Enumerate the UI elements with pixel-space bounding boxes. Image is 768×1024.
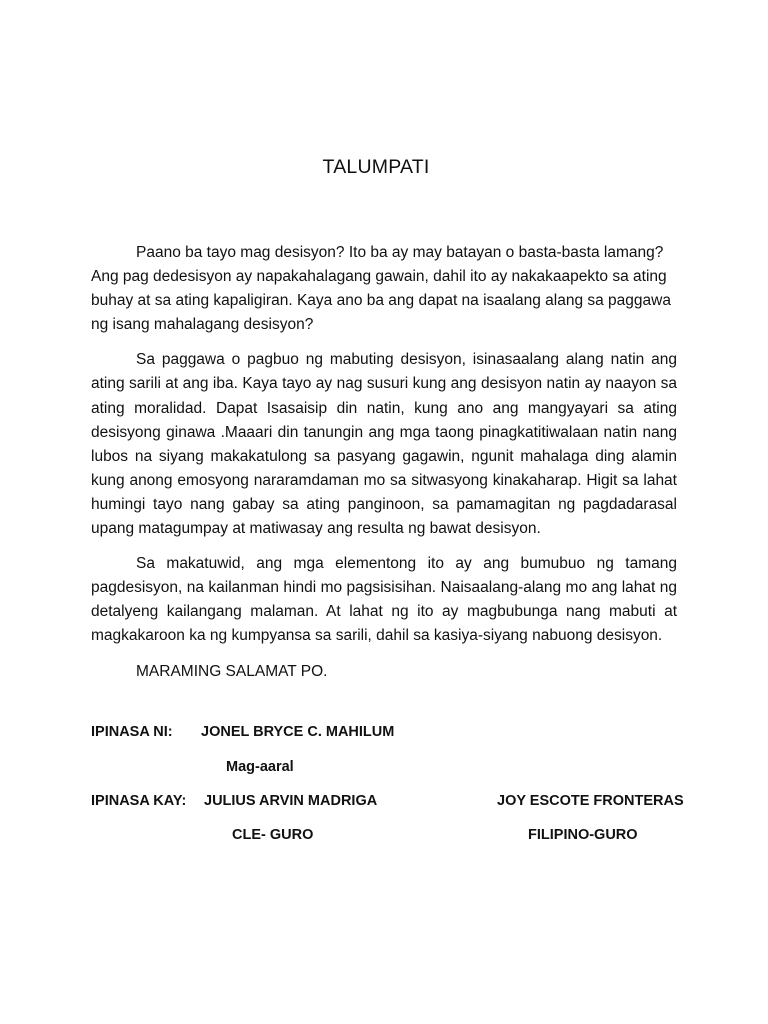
paragraph-2: Sa paggawa o pagbuo ng mabuting desisyon, isinasaalang alang natin ang ating sarili at ang iba. Kaya tayo ay nag susuri kung ang desisyon natin ay naayon sa ating moralidad. Dapat Isasaisip din natin, kung ano ang mangyayari sa ating desisyong ginawa .Maaari din tanungin ang mga taong pinagkatitiwalaan natin nang lubos na siyang makakatulong sa pasyang gagawin, ngunit mahalaga ding alamin kung anong emosyong nararamdaman mo sa sitwasyong kinakaharap. Higit sa lahat humingi tayo nang gabay sa ating panginoon, sa pamamagitan ng pagdadarasal upang matagumpay at matiwasay ang resulta ng bawat desisyon. bbox=[91, 351, 677, 538]
teacher2-name: JOY ESCOTE FRONTERAS bbox=[497, 793, 684, 809]
teacher2-role: FILIPINO-GURO bbox=[528, 827, 638, 843]
paragraph-3: Sa makatuwid, ang mga elementong ito ay ang bumubuo ng tamang pagdesisyon, na kailanman hindi mo pagsisisihan. Naisaalang-alang mo ang lahat ng detalyeng kailangang malaman. At lahat ng ito ay magbubunga nang mabuti at magkakaroon ka ng kumpyansa sa sarili, dahil sa kasiya-siyang nabuong desisyon. bbox=[91, 555, 677, 645]
submitted-to-label: IPINASA KAY: bbox=[91, 793, 187, 809]
paragraph-1: Paano ba tayo mag desisyon? Ito ba ay may batayan o basta-basta lamang? Ang pag dedesisyon ay napakahalagang gawain, dahil ito ay nakakaapekto sa ating buhay at sa ating kapaligiran. Kaya ano ba ang dapat na isaalang alang sa paggawa ng isang mahalagang desisyon? bbox=[91, 244, 671, 334]
student-role: Mag-aaral bbox=[226, 759, 294, 775]
submitted-by-label: IPINASA NI: bbox=[91, 724, 173, 740]
document-title: TALUMPATI bbox=[322, 156, 430, 178]
student-name: JONEL BRYCE C. MAHILUM bbox=[201, 724, 395, 740]
teacher1-role: CLE- GURO bbox=[232, 827, 314, 843]
speech-body bbox=[91, 241, 677, 695]
teacher1-name: JULIUS ARVIN MADRIGA bbox=[204, 793, 378, 809]
closing-line: MARAMING SALAMAT PO. bbox=[136, 662, 328, 680]
